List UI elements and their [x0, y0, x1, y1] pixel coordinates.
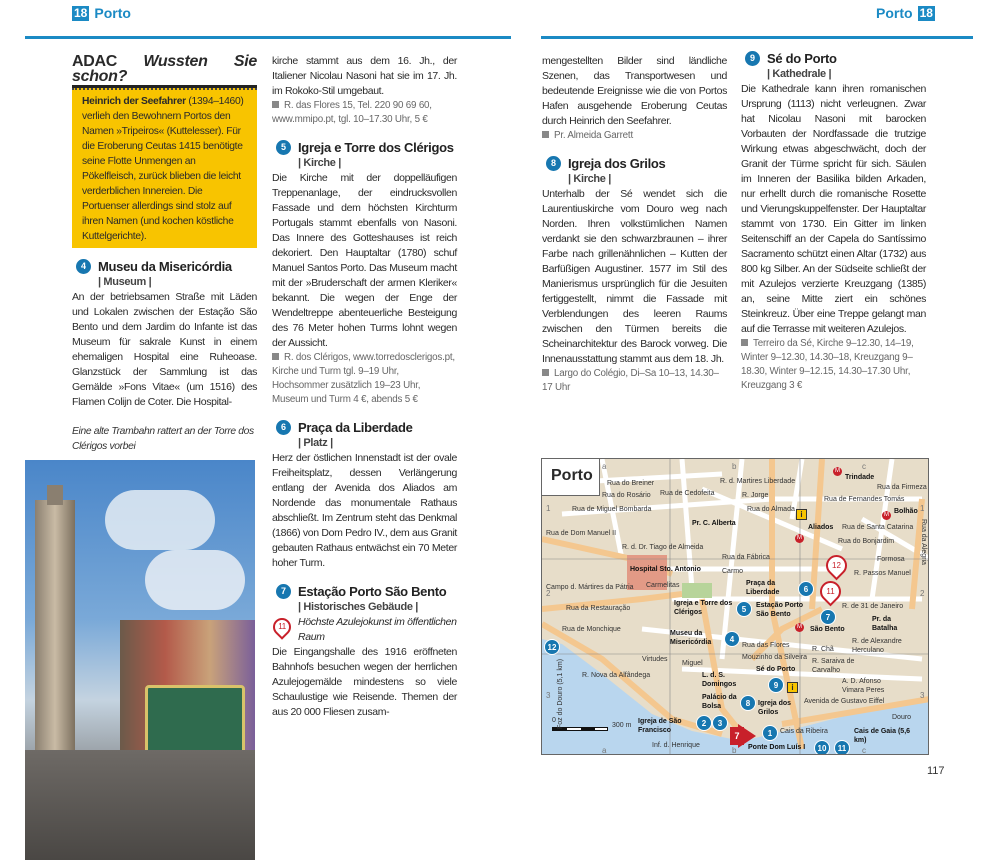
section-title: Sé do Porto — [767, 51, 837, 66]
column-3 — [542, 54, 727, 395]
top-tip — [272, 615, 457, 645]
map-label: Formosa — [877, 556, 905, 563]
map-label: Rua de Cedofeita — [660, 490, 715, 497]
section-title: Praça da Liberdade — [298, 420, 413, 435]
map-label: Douro — [892, 714, 912, 721]
section-category: | Platz | — [298, 437, 333, 449]
map-label: R. d. Martires Liberdade — [720, 478, 796, 485]
map-label: R. Saraiva de Carvalho — [812, 658, 855, 674]
section-heading — [272, 419, 457, 436]
map-label: Mouzinho da Silveira — [742, 654, 807, 661]
map-grid-row: 3 — [920, 691, 925, 700]
arrow-7-label: 7 — [730, 727, 744, 745]
map-marker-3: 3 — [712, 715, 728, 731]
tower-top — [47, 485, 63, 505]
section-category: | Kirche | — [568, 173, 612, 185]
map-marker-8: 8 — [740, 695, 756, 711]
map-label: R. Nova da Alfândega — [582, 672, 651, 679]
map-label: Rua de Miguel Bombarda — [572, 506, 652, 513]
map-label: Avenida de Gustavo Eiffel — [804, 698, 885, 705]
section-text: kirche stammt aus dem 16. Jh., der Italiener Nicolau Nasoni hat sie im 17. Jh. im Rokoko-Stil umgebaut. — [272, 55, 457, 97]
top-tip-pin-icon — [272, 618, 292, 642]
map-label: Rua da Fábrica — [722, 554, 770, 561]
map-grid-row: 2 — [546, 589, 551, 598]
tram — [145, 685, 245, 760]
map-marker-9: 9 — [768, 677, 784, 693]
top-tip-number: 11 — [278, 622, 286, 631]
map-marker-7: 7 — [820, 609, 836, 625]
section-category: | Kathedrale | — [767, 68, 832, 80]
map-label: Inf. d. Henrique — [652, 742, 700, 749]
park — [682, 583, 712, 598]
number-badge: 4 — [76, 259, 91, 274]
metro-icon: M — [797, 535, 802, 541]
scale-label: 300 m — [612, 722, 632, 729]
map-label: Praça da Liberdade — [746, 580, 780, 596]
map-top-tip-pin-11: 11 — [816, 577, 846, 607]
section-text: Die Kathedrale kann ihren romanischen Ursprung (1113) nicht verleugnen. Zwar hat Nicolau Nasoni mit barocken Vorbauten der Nordfassade die trutzige Wirkung etwas abgeschwächt, doch der Granit der Türme spricht für sich. Säulen im Inneren der Basilika bilden Arkaden, nur erhellt durch die romanische Rosette und Vierungskuppelfenster. Der Hauptaltar stammt von 1730. Ein Gitter im linken Seitenschiff an der Capela do Santíssimo Sacramento schützt einen Altar (1732) aus 800 kg Silber. An der Südseite schließt der mit Azulejos verzierte Kreuzgang (1385) an, seine Mitte ziert ein schönes Steinkreuz. Über eine Treppe gelangt man auf die Terrasse mit weiteren Azulejos. — [741, 83, 926, 335]
chapter-number: 18 — [74, 5, 88, 20]
map-label: Carmelitas — [646, 582, 680, 589]
info-line: Terreiro da Sé, Kirche 9–12.30, 14–19, Winter 9–12.30, 14.30–18, Kreuzgang 9–18.30, Winter 9–12.15, 14.30–17.30 Uhr, Kreuzgang 3 € — [741, 337, 926, 393]
column-1 — [72, 54, 257, 860]
map-grid-column: a — [602, 462, 607, 471]
map-grid-row: 1 — [546, 504, 551, 513]
map-label: Aliados — [808, 524, 834, 531]
map-label: Cais da Ribeira — [780, 728, 828, 735]
info-line: Largo do Colégio, Di–Sa 10–13, 14.30–17 Uhr — [542, 367, 727, 395]
number-badge: 7 — [276, 584, 291, 599]
map-label: São Bento — [810, 626, 845, 633]
map-label: Campo d. Mártires da Pátria — [546, 584, 634, 591]
map-title: Porto — [542, 459, 600, 496]
info-icon: i — [796, 509, 807, 520]
section-heading — [542, 155, 727, 172]
map-grid-column: c — [862, 746, 866, 755]
chapter-title: Porto — [876, 5, 913, 21]
city-map — [541, 458, 929, 755]
section-heading — [72, 258, 257, 275]
map-marker-2: 2 — [696, 715, 712, 731]
map-marker-6: 6 — [798, 581, 814, 597]
map-label: Rua da Firmeza — [877, 484, 927, 491]
section-heading — [741, 50, 926, 67]
section-text: Die Kirche mit der doppelläufigen Treppenanlage, der eindrucksvollen Fassade und dem höchsten Kirchturm Portugals stammt ebenfalls von Nasoni. Das Innere des Gotteshauses ist reich dekoriert. Den Hauptaltar (1780) schuf Manuel Santos Porto. Das Museum macht mit der »Bruderschaft der armen Kleriker« bekannt. Die wegen der Enge der Wendeltreppe abenteuerliche Besteigung des 76 Meter hohen Turms lohnt wegen der Aussicht. — [272, 172, 457, 349]
section-title: Igreja dos Grilos — [568, 156, 666, 171]
map-label: Rua da Restauração — [566, 605, 631, 612]
map-grid-row: 1 — [920, 504, 925, 513]
map-label: Igreja de São Francisco — [638, 718, 682, 734]
street — [25, 750, 255, 860]
map-label: Rua do Rosário — [602, 492, 651, 499]
map-label: Museu da Misericórdia — [670, 630, 712, 646]
map-label: L. d. S. Domingos — [702, 672, 737, 688]
map-label: Cais de Gaia (5,6 km) — [854, 728, 911, 744]
section-category: | Museum | — [98, 276, 152, 288]
map-marker-1: 1 — [762, 725, 778, 741]
map-label: Igreja e Torre dos Clérigos — [674, 600, 733, 616]
map-marker-4: 4 — [724, 631, 740, 647]
map-label: Foz do Douro (5,1 km) — [557, 658, 564, 729]
chapter-number: 18 — [919, 5, 933, 20]
metro-icon: M — [835, 468, 840, 474]
map-grid-row: 2 — [920, 589, 925, 598]
map-top-tip-pin-12: 12 — [822, 551, 852, 581]
map-label: Trindade — [845, 474, 875, 481]
map-label: Rua da Alegria — [920, 519, 927, 565]
map-label: R. de 31 de Janeiro — [842, 603, 904, 610]
map-grid-column: b — [732, 462, 737, 471]
header-rule — [25, 36, 511, 39]
map-marker-5: 5 — [736, 601, 752, 617]
top-tip-text: Höchste Azulejokunst im öffentlichen Raum — [298, 616, 457, 643]
section-text: Unterhalb der Sé wendet sich die Laurentiuskirche vom Douro weg nach Norden. Ihren volkstümlichen Namen verdankt sie den schwarzbraunen – ihrer Farbe nach grillenähnlichen – Kutten der Barfüßigen Augustiner. 1577 im Stil des Manierismus ursprünglich für die Jesuiten fertiggestellt, nimmt die Fassade mit Verblendungen des leeren Raums zwischen den Türmen bereits die Scheinarchitektur des Barock vorweg. Die Innenausstattung stammt aus dem 18. Jh. — [542, 188, 727, 365]
section-title: Igreja e Torre dos Clérigos — [298, 140, 454, 155]
photo-tram-clerigos — [25, 460, 255, 860]
map-label: Rua de Dom Manuel II — [546, 530, 617, 537]
map-label: Estação Porto São Bento — [756, 602, 804, 618]
map-label: R. Jorge — [742, 492, 769, 499]
section-text: An der betriebsamen Straße mit Läden und Lokalen zwischen der Estação São Bento und dem Jardim do Infante ist das Museum für sakrale Kunst in einem ehemaligen Hospital eine Ruheoase. Glanzstück der Sammlung ist das Gemälde »Fons Vitae« (um 1516) des Flamen Colijn de Coter. Die Hospital- — [72, 291, 257, 408]
map-grid-column: b — [732, 746, 737, 755]
number-badge: 8 — [546, 156, 561, 171]
number-badge: 9 — [745, 51, 760, 66]
map-label: Sé do Porto — [756, 666, 796, 673]
map-grid-column: a — [602, 746, 607, 755]
map-label: Igreja dos Grilos — [758, 700, 792, 716]
map-label: A. D. Afonso Vimara Peres — [842, 678, 885, 694]
column-4 — [741, 44, 926, 393]
map-grid-row: 3 — [546, 691, 551, 700]
info-line: R. das Flores 15, Tel. 220 90 69 60, www.mmipo.pt, tgl. 10–17.30 Uhr, 5 € — [272, 99, 457, 127]
info-icon: i — [787, 682, 798, 693]
map-marker-11: 11 — [834, 740, 850, 755]
section-heading — [272, 139, 457, 156]
map-label: Rua do Bonjardim — [838, 538, 895, 545]
section-heading — [272, 583, 457, 600]
section-text: mengestellten Bilder sind ländliche Szenen, das Transportwesen und bedeutende Ereignisse wie die von Portos Hafen ausgehende Eroberung Ceutas durch Heinrich den Seefahrer. — [542, 55, 727, 127]
map-marker-12: 12 — [544, 639, 560, 655]
map-label: Rua das Flores — [742, 642, 790, 649]
scale-zero: 0 — [552, 717, 556, 724]
map-grid-column: c — [862, 462, 866, 471]
clerigos-tower — [35, 500, 75, 760]
column-2 — [272, 54, 457, 720]
cloud — [105, 490, 215, 550]
adac-title: Wussten Sie schon? — [72, 53, 257, 85]
fact-box-text: (1394–1460) verlieh den Bewohnern Portos den Namen »Tripeiros« (Kuttelesser). Für die Eroberung Ceutas 1415 benötigte seine Flotte Unmengen an Pökelfleisch, zurück blieben die leicht verderblichen Innereien. Die Portuenser allerdings sind stolz auf ihren Namen (und kochen köstliche Kuttelgerichte). — [82, 96, 244, 242]
number-badge: 5 — [276, 140, 291, 155]
section-category: | Kirche | — [298, 157, 342, 169]
info-line: R. dos Clérigos, www.torredosclerigos.pt, Kirche und Turm tgl. 9–19 Uhr, Hochsommer zusätzlich 19–23 Uhr, Museum und Turm 4 €, abends 5 € — [272, 351, 457, 407]
map-label: R. d. Dr. Tiago de Almeida — [622, 544, 704, 551]
map-label: Rua do Breiner — [607, 480, 655, 487]
running-header-right — [876, 5, 935, 21]
map-marker-10: 10 — [814, 740, 830, 755]
map-label: Rua de Santa Catarina — [842, 524, 914, 531]
info-line: Pr. Almeida Garrett — [542, 129, 727, 143]
map-label: Rua do Almada — [747, 506, 795, 513]
fact-box-bold: Heinrich der Seefahrer — [82, 96, 186, 107]
map-label: R. Passos Manuel — [854, 570, 911, 577]
adac-heading — [72, 54, 257, 88]
map-label: Virtudes — [642, 656, 668, 663]
map-label: Rua de Monchique — [562, 626, 621, 633]
map-label: Bolhão — [894, 508, 918, 515]
map-label: Pr. da Batalha — [872, 616, 898, 632]
photo-caption: Eine alte Trambahn rattert an der Torre dos Clérigos vorbei — [72, 426, 254, 452]
metro-icon: M — [797, 624, 802, 630]
header-rule — [541, 36, 973, 39]
page-number: 117 — [927, 765, 945, 777]
map-label: Ponte Dom Luís I — [748, 744, 806, 751]
section-text: Herz der östlichen Innenstadt ist der ovale Freiheitsplatz, dessen Verlängerung entlang der Avenida dos Aliados am Nordende das monumentale Rathaus abschließt. Im Zentrum steht das Denkmal (1866) von Dom Pedro IV., dem aus Granit gebauten Rathaus entwächst ein 70 Meter hoher Turm. — [272, 452, 457, 569]
adac-brand: ADAC — [72, 53, 118, 70]
map-label: Carmo — [722, 568, 744, 575]
map-label: Hospital Sto. Antonio — [630, 566, 701, 573]
section-title: Estação Porto São Bento — [298, 584, 447, 599]
map-label: Miguel — [682, 660, 703, 667]
section-title: Museu da Misericórdia — [98, 259, 232, 274]
section-category: | Historisches Gebäude | — [298, 601, 419, 613]
map-label: Rua de Fernandes Tomás — [824, 496, 905, 503]
map-label: R. de Alexandre Herculano — [852, 638, 902, 654]
metro-icon: M — [884, 512, 889, 518]
map-label: R. Chã — [812, 646, 834, 653]
section-text: Die Eingangshalle des 1916 eröffneten Bahnhofs besuchen wegen der herrlichen Azulejogemälde mindestens so viele Schaulustige wie Reisende. Themen der aus 20 000 Fliesen zusam- — [272, 646, 457, 718]
map-label: Pr. C. Alberta — [692, 520, 736, 527]
running-header-left — [72, 5, 131, 21]
fact-box — [72, 88, 257, 248]
chapter-title: Porto — [94, 5, 131, 21]
map-label: Palácio da Bolsa — [702, 694, 737, 710]
number-badge: 6 — [276, 420, 291, 435]
cloud — [145, 550, 245, 610]
